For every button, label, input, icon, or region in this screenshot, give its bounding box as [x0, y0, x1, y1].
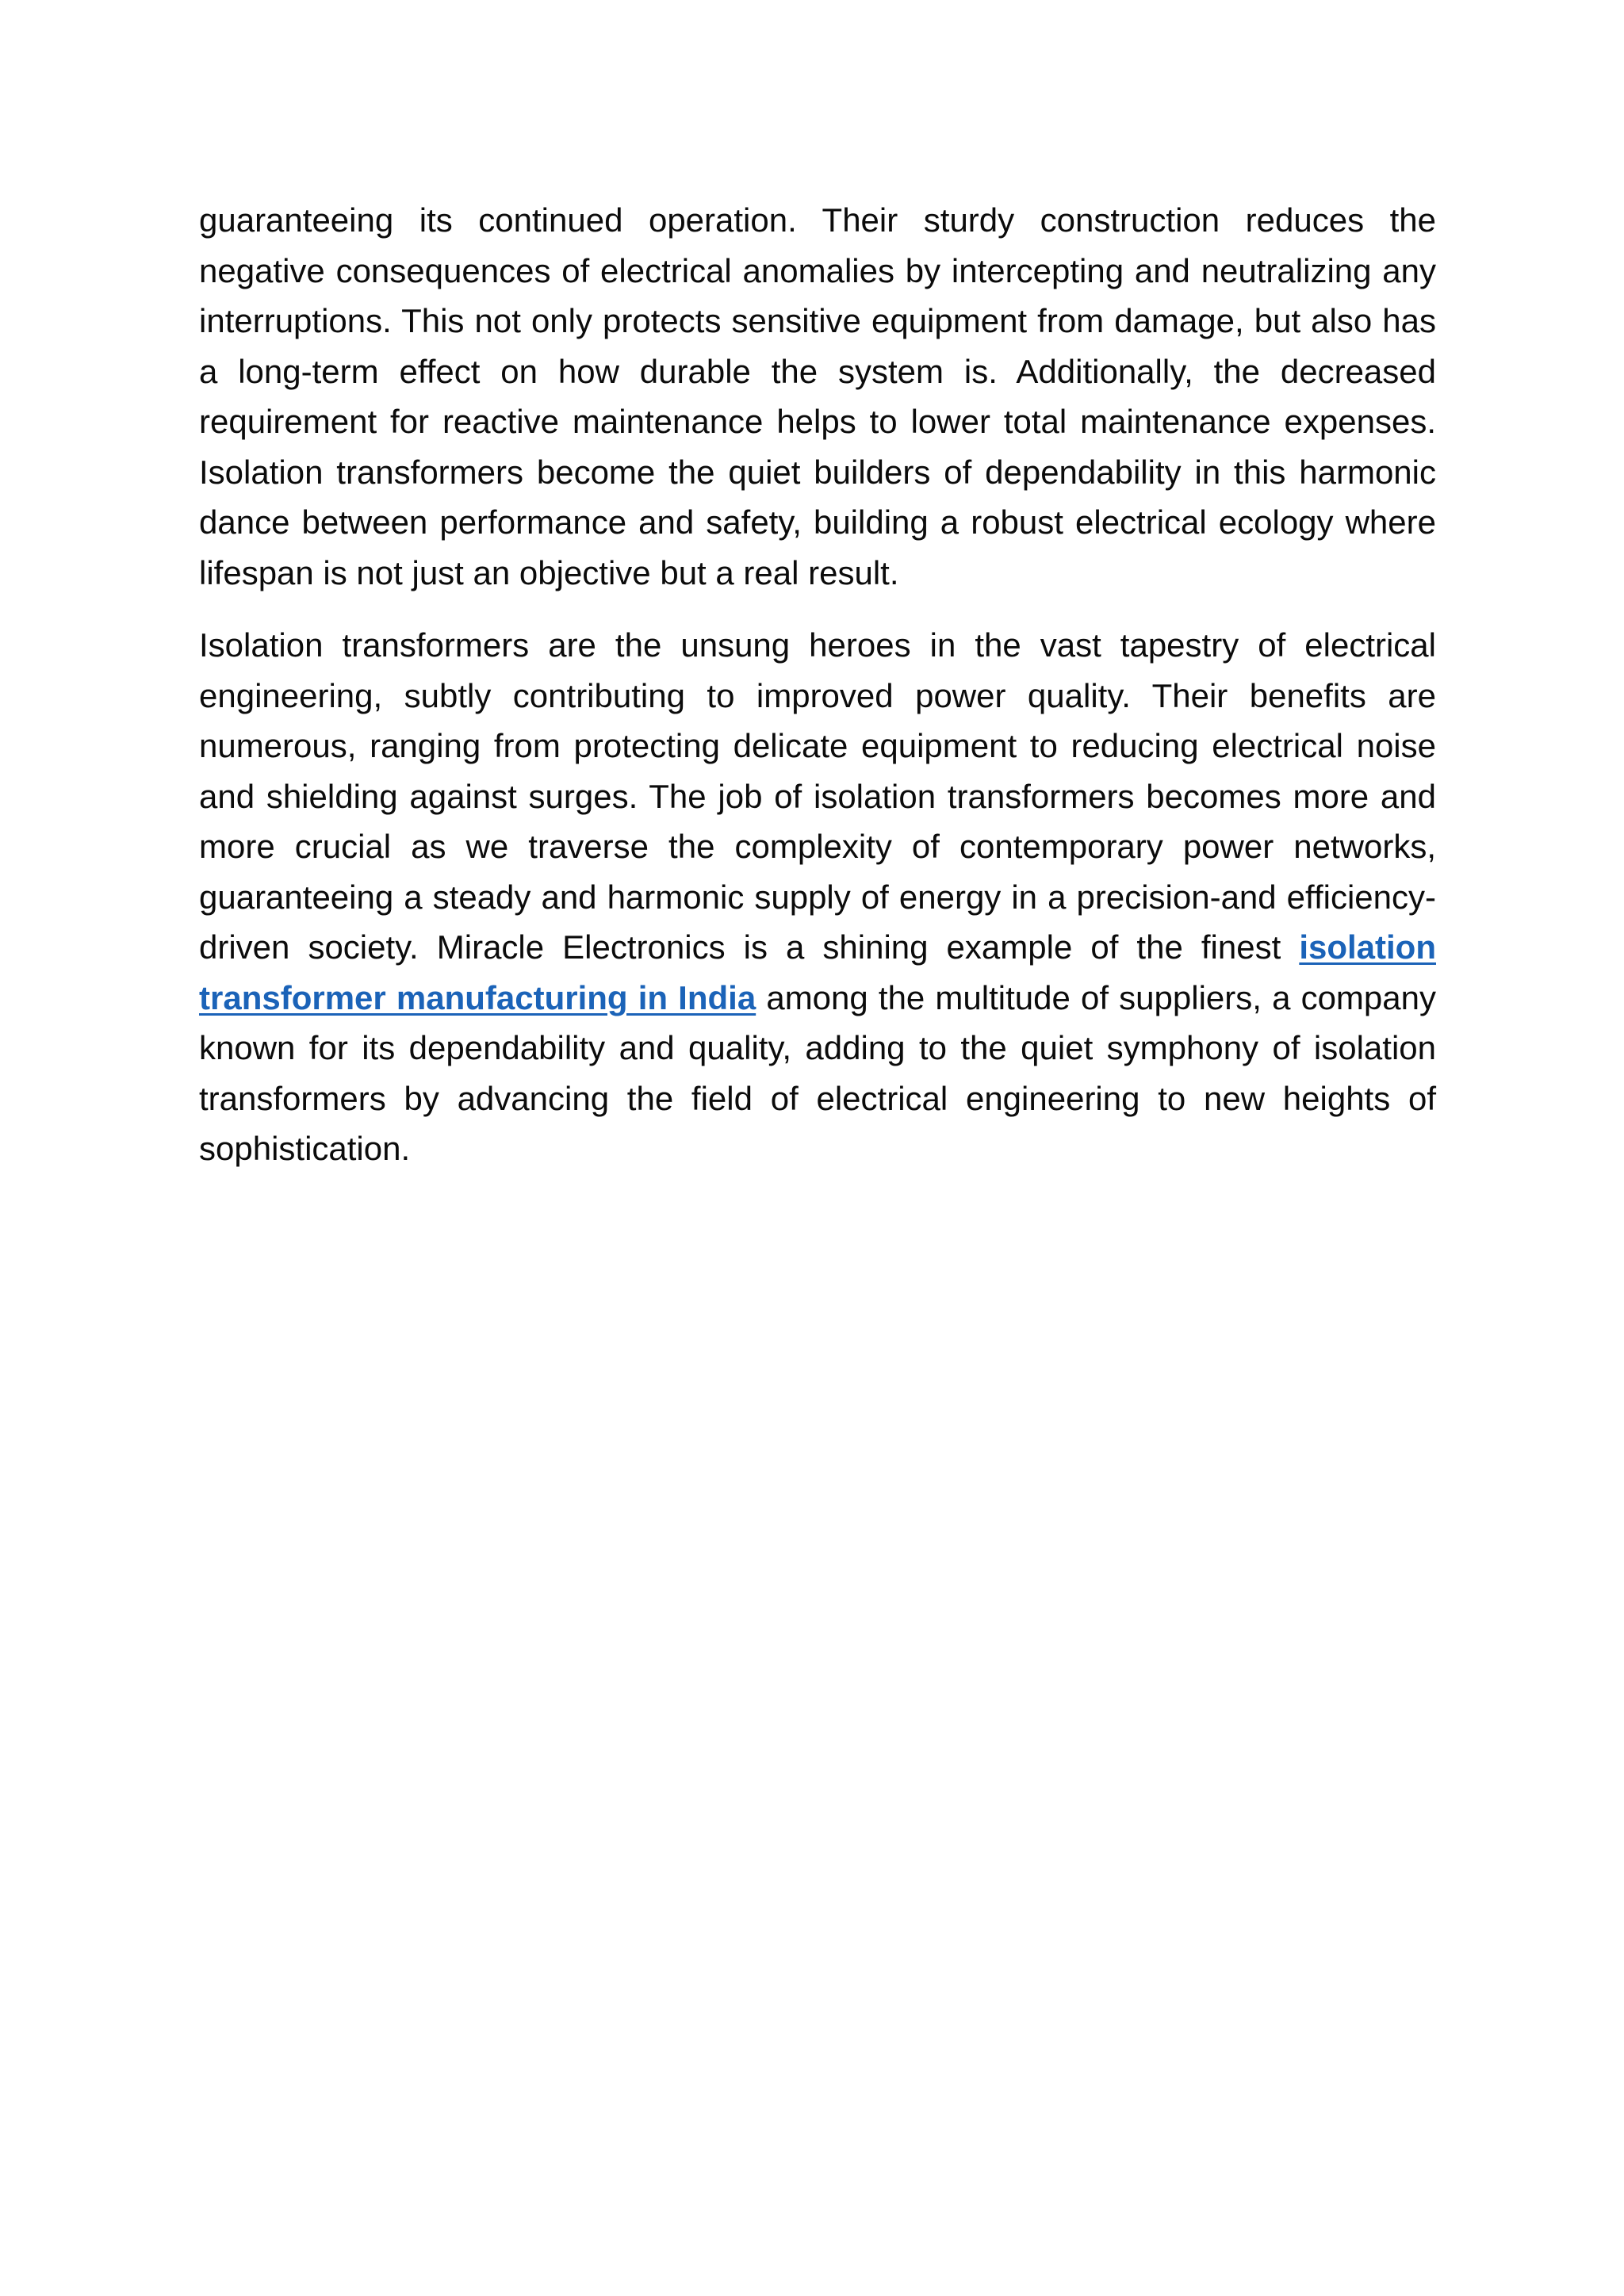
paragraph-conclusion [199, 620, 1436, 1174]
paragraph-conclusion-text-start: Isolation transformers are the unsung heroes in the vast tapestry of electrical engineering, subtly contributing to improved power quality. Their benefits are numerous, ranging from protecting delicate equipment to reducing electrical noise and shielding against surges. The job of isolation transformers becomes more and more crucial as we traverse the complexity of contemporary power networks, guaranteeing a steady and harmonic supply of energy in a precision-and efficiency-driven society. Miracle Electronics is a shining example of the finest [199, 626, 1436, 966]
isolation-transformer-manufacturing-link[interactable]: isolation transformer manufacturing in India [199, 928, 1436, 1016]
document-body [199, 195, 1436, 1174]
paragraph-isolation-benefits: guaranteeing its continued operation. Their sturdy construction reduces the negative consequences of electrical anomalies by intercepting and neutralizing any interruptions. This not only protects sensitive equipment from damage, but also has a long-term effect on how durable the system is. Additionally, the decreased requirement for reactive maintenance helps to lower total maintenance expenses. Isolation transformers become the quiet builders of dependability in this harmonic dance between performance and safety, building a robust electrical ecology where lifespan is not just an objective but a real result. [199, 201, 1436, 591]
paragraph-conclusion-text-end: among the multitude of suppliers, a company known for its dependability and quality, adding to the quiet symphony of isolation transformers by advancing the field of electrical engineering to new heights of sophistication. [199, 978, 1436, 1167]
